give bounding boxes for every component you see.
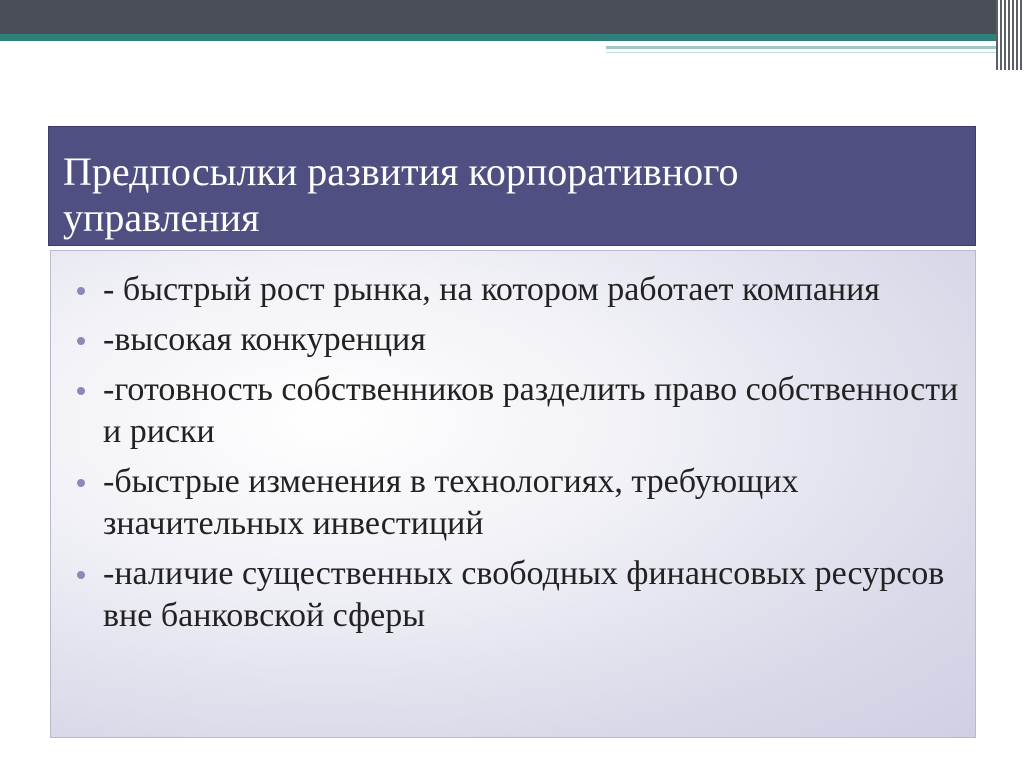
bullet-dot-icon: [77, 387, 85, 395]
bullet-dot-icon: [77, 287, 85, 295]
teal-accent-line-thin: [606, 46, 1000, 49]
bullet-item: [75, 369, 959, 453]
bullet-item: [75, 269, 959, 311]
bullet-item: [75, 319, 959, 361]
bullet-item: [75, 553, 959, 637]
bullet-text: -высокая конкуренция: [103, 321, 426, 358]
bullet-item: [75, 461, 959, 545]
top-decor-bar: [0, 0, 1024, 34]
slide-title: Предпосылки развития корпоративного управления: [63, 149, 739, 240]
bullet-dot-icon: [77, 571, 85, 579]
bullet-text: - быстрый рост рынка, на котором работает компания: [103, 271, 880, 308]
slide-content-box: [50, 250, 976, 738]
slide-title-box: [48, 126, 976, 246]
bullet-text: -быстрые изменения в технологиях, требующих значительных инвестиций: [103, 463, 799, 542]
teal-accent-line: [0, 34, 1000, 41]
bullet-text: -готовность собственников разделить право собственности и риски: [103, 371, 959, 450]
bullet-text: -наличие существенных свободных финансовых ресурсов вне банковской сферы: [103, 555, 945, 634]
teal-accent-line-thinner: [606, 52, 1000, 53]
bullet-dot-icon: [77, 337, 85, 345]
bullet-list: [75, 269, 959, 637]
bullet-dot-icon: [77, 479, 85, 487]
right-stripe-decor: [996, 0, 1024, 70]
